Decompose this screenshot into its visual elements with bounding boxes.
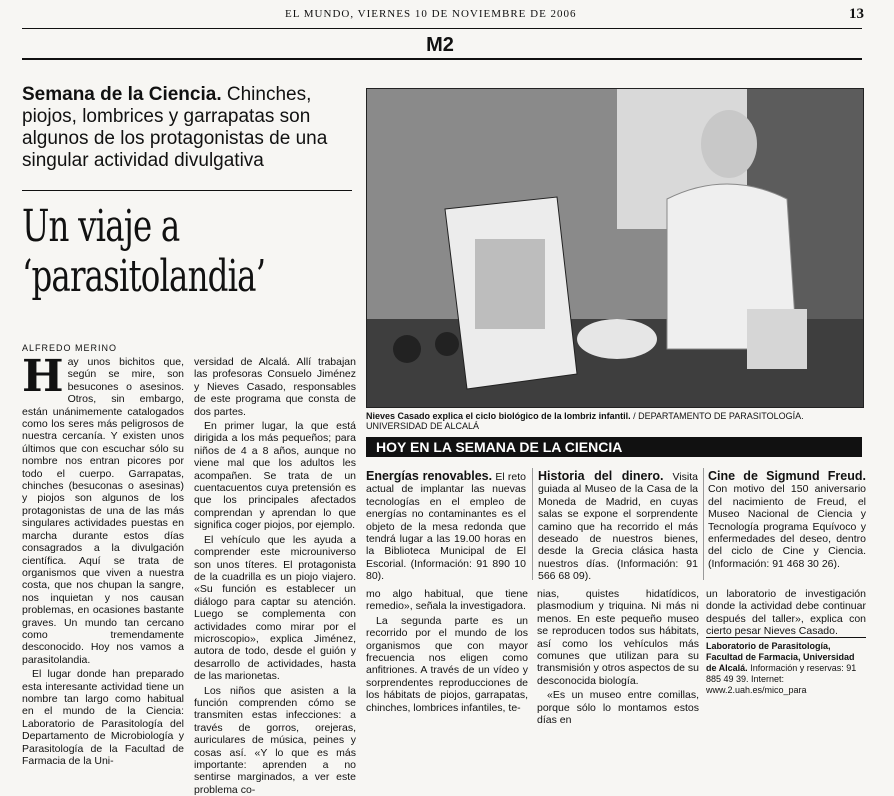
article-paragraph: nias, quistes hidatídicos, plasmodium y triquina. Ni más ni menos. En este pequeño museo se reproducen todos sus hábitats, así como los vehículos más comunes que utilizan para su transmisión y otros aspectos de su desconocida biología.	[537, 588, 699, 687]
sidebar-item-text: Con motivo del 150 aniversario del nacimiento de Freud, el Museo Nacional de Ciencia y Tecnología programa Equívoco y enfermedades del deseo, dentro del ciclo de Cine y Ciencia. (Información: 91 468 30 26).	[708, 483, 866, 570]
article-paragraph: La segunda parte es un recorrido por el mundo de los organismos que con mayor frecuencia nos eligen como anfitriones. A través de un vídeo y sorprendentes reproducciones de los hábitats de piojos, garrapatas, chinches, lombrices infantiles, te-	[366, 614, 528, 714]
article-paragraph: ay unos bichitos que, según se mire, son besucones o asesinos. Otros, sin embargo, están unánimemente catalogados como los seres más peligrosos de nuestra cercanía. Y existen unos últimos que con escuchar sólo su nombre nos entran picores por todo el cuerpo. Garrapatas, chinches (besuconas o asesinas) y piojos son algunos de los protagonistas de una de las más singulares actividades puestas en marcha durante estos días consagrados a la divulgación científica. Aquí se trata de organismos que viven a nuestra costa, que nos chupan la sangre, nos inquietan y nos causan problemas, en ocasiones bastante graves. Un mundo tan cercano como tremendamente desconocido. Hoy nos vamos a parasitolandia.	[22, 356, 184, 666]
info-box	[706, 641, 866, 696]
divider	[703, 468, 704, 580]
info-title: Laboratorio de Parasitología, Facultad de Farmacia, Universidad de Alcalá.	[706, 641, 855, 673]
kicker	[22, 84, 352, 172]
section-rule	[22, 58, 862, 60]
caption-text: Nieves Casado explica el ciclo biológico de la lombriz infantil.	[366, 411, 631, 421]
drop-cap: H	[22, 351, 64, 402]
article-column-3	[366, 588, 528, 714]
headline-line-2: ‘parasitolandia’	[22, 251, 266, 302]
kicker-lead: Semana de la Ciencia.	[22, 84, 222, 105]
article-column-2	[194, 356, 356, 796]
page-number: 13	[849, 6, 864, 22]
sidebar-title: HOY EN LA SEMANA DE LA CIENCIA	[366, 437, 862, 457]
article-paragraph: «Es un museo entre comillas, porque sólo lo montamos estos días en	[537, 689, 699, 727]
article-column-5	[706, 588, 866, 640]
article-paragraph: El lugar donde han preparado esta interesante actividad tiene un nombre tan largo como habitual en el mundo de la Ciencia: Laboratorio de Parasitología del Departamento de Microbiología y Parasitología de la Facultad de Farmacia de la Uni-	[22, 668, 184, 767]
sidebar-item	[708, 470, 866, 570]
headline-line-1: Un viaje a	[22, 201, 180, 252]
article-paragraph: El vehículo que les ayuda a comprender este microuniverso son unos títeres. El protagonista de la cuadrilla es un piojo viajero. «Su función es establecer un diálogo para captar su atención. Luego se complementa con actividades como mirar por el microscopio», explica Jiménez, autora de todo, desde el guión y desarrollo de actividades, hasta de las marionetas.	[194, 533, 356, 683]
page-header	[0, 8, 894, 24]
article-photo	[366, 88, 864, 408]
headline	[22, 202, 301, 302]
kicker-text: Chinches, piojos, lombrices y garrapatas son algunos de los protagonistas de una singular actividad divulgativa	[22, 84, 328, 171]
article-paragraph: En primer lugar, la que está dirigida a los más pequeños; para niños de 4 a 8 años, aunque no viene mal que los adultos les acompañen. Se trata de un cuentacuentos cuya pretensión es que los principales afectados comprendan y aprendan lo que significa coger piojos, por ejemplo.	[194, 420, 356, 532]
sidebar-item-text: El reto actual de implantar las nuevas tecnologías en el empleo de energías no contaminantes es el objeto de la mesa redonda que tendrá lugar a las 19.00 horas en la Biblioteca Municipal de El Escorial. (Información: 91 890 10 80).	[366, 471, 526, 583]
divider	[532, 468, 533, 580]
article-paragraph: mo algo habitual, que tiene remedio», señala la investigadora.	[366, 588, 528, 613]
kicker-rule	[22, 190, 352, 191]
article-paragraph: Los niños que asisten a la función comprenden cómo se transmiten estas infecciones: a través de gorros, orejeras, auriculares de música, peines y cosas así. «Y lo que es más importante: aprenden a no sentirse marginados, a ver este problema co-	[194, 684, 356, 796]
caption-credit: / DEPARTAMENTO DE PARASITOLOGÍA. UNIVERSIDAD DE ALCALÁ	[366, 411, 804, 431]
photo-caption	[366, 411, 866, 431]
article-column-4	[537, 588, 699, 727]
sidebar-item	[538, 470, 698, 583]
header-rule	[22, 28, 862, 29]
sidebar-item-title: Energías renovables.	[366, 469, 493, 483]
sidebar-item	[366, 470, 526, 583]
byline: ALFREDO MERINO	[22, 343, 118, 353]
date-line: EL MUNDO, VIERNES 10 DE NOVIEMBRE DE 2006	[285, 8, 577, 20]
info-text: Información y reservas: 91 885 49 39. Internet: www.2.uah.es/mico_para	[706, 663, 857, 695]
section-label: M2	[426, 34, 454, 56]
sidebar-item-title: Historia del dinero.	[538, 469, 664, 483]
article-column-1	[22, 351, 184, 767]
sidebar-item-title: Cine de Sigmund Freud.	[708, 469, 866, 483]
photo-illustration	[367, 89, 863, 407]
sidebar-item-text: Visita guiada al Museo de la Casa de la Moneda de Madrid, en cuyas salas se expone el sorprendente camino que ha recorrido el más deseado de nuestros bienes, desde la Grecia clásica hasta nuestros días. (Información: 91 566 68 09).	[538, 471, 698, 583]
article-paragraph: versidad de Alcalá. Allí trabajan las profesoras Consuelo Jiménez y Nieves Casado, responsables de este programa que consta de dos partes.	[194, 356, 356, 418]
info-rule	[706, 637, 866, 638]
article-paragraph: un laboratorio de investigación donde la actividad debe continuar después del taller», explica con cierto pesar Nieves Casado.	[706, 588, 866, 638]
